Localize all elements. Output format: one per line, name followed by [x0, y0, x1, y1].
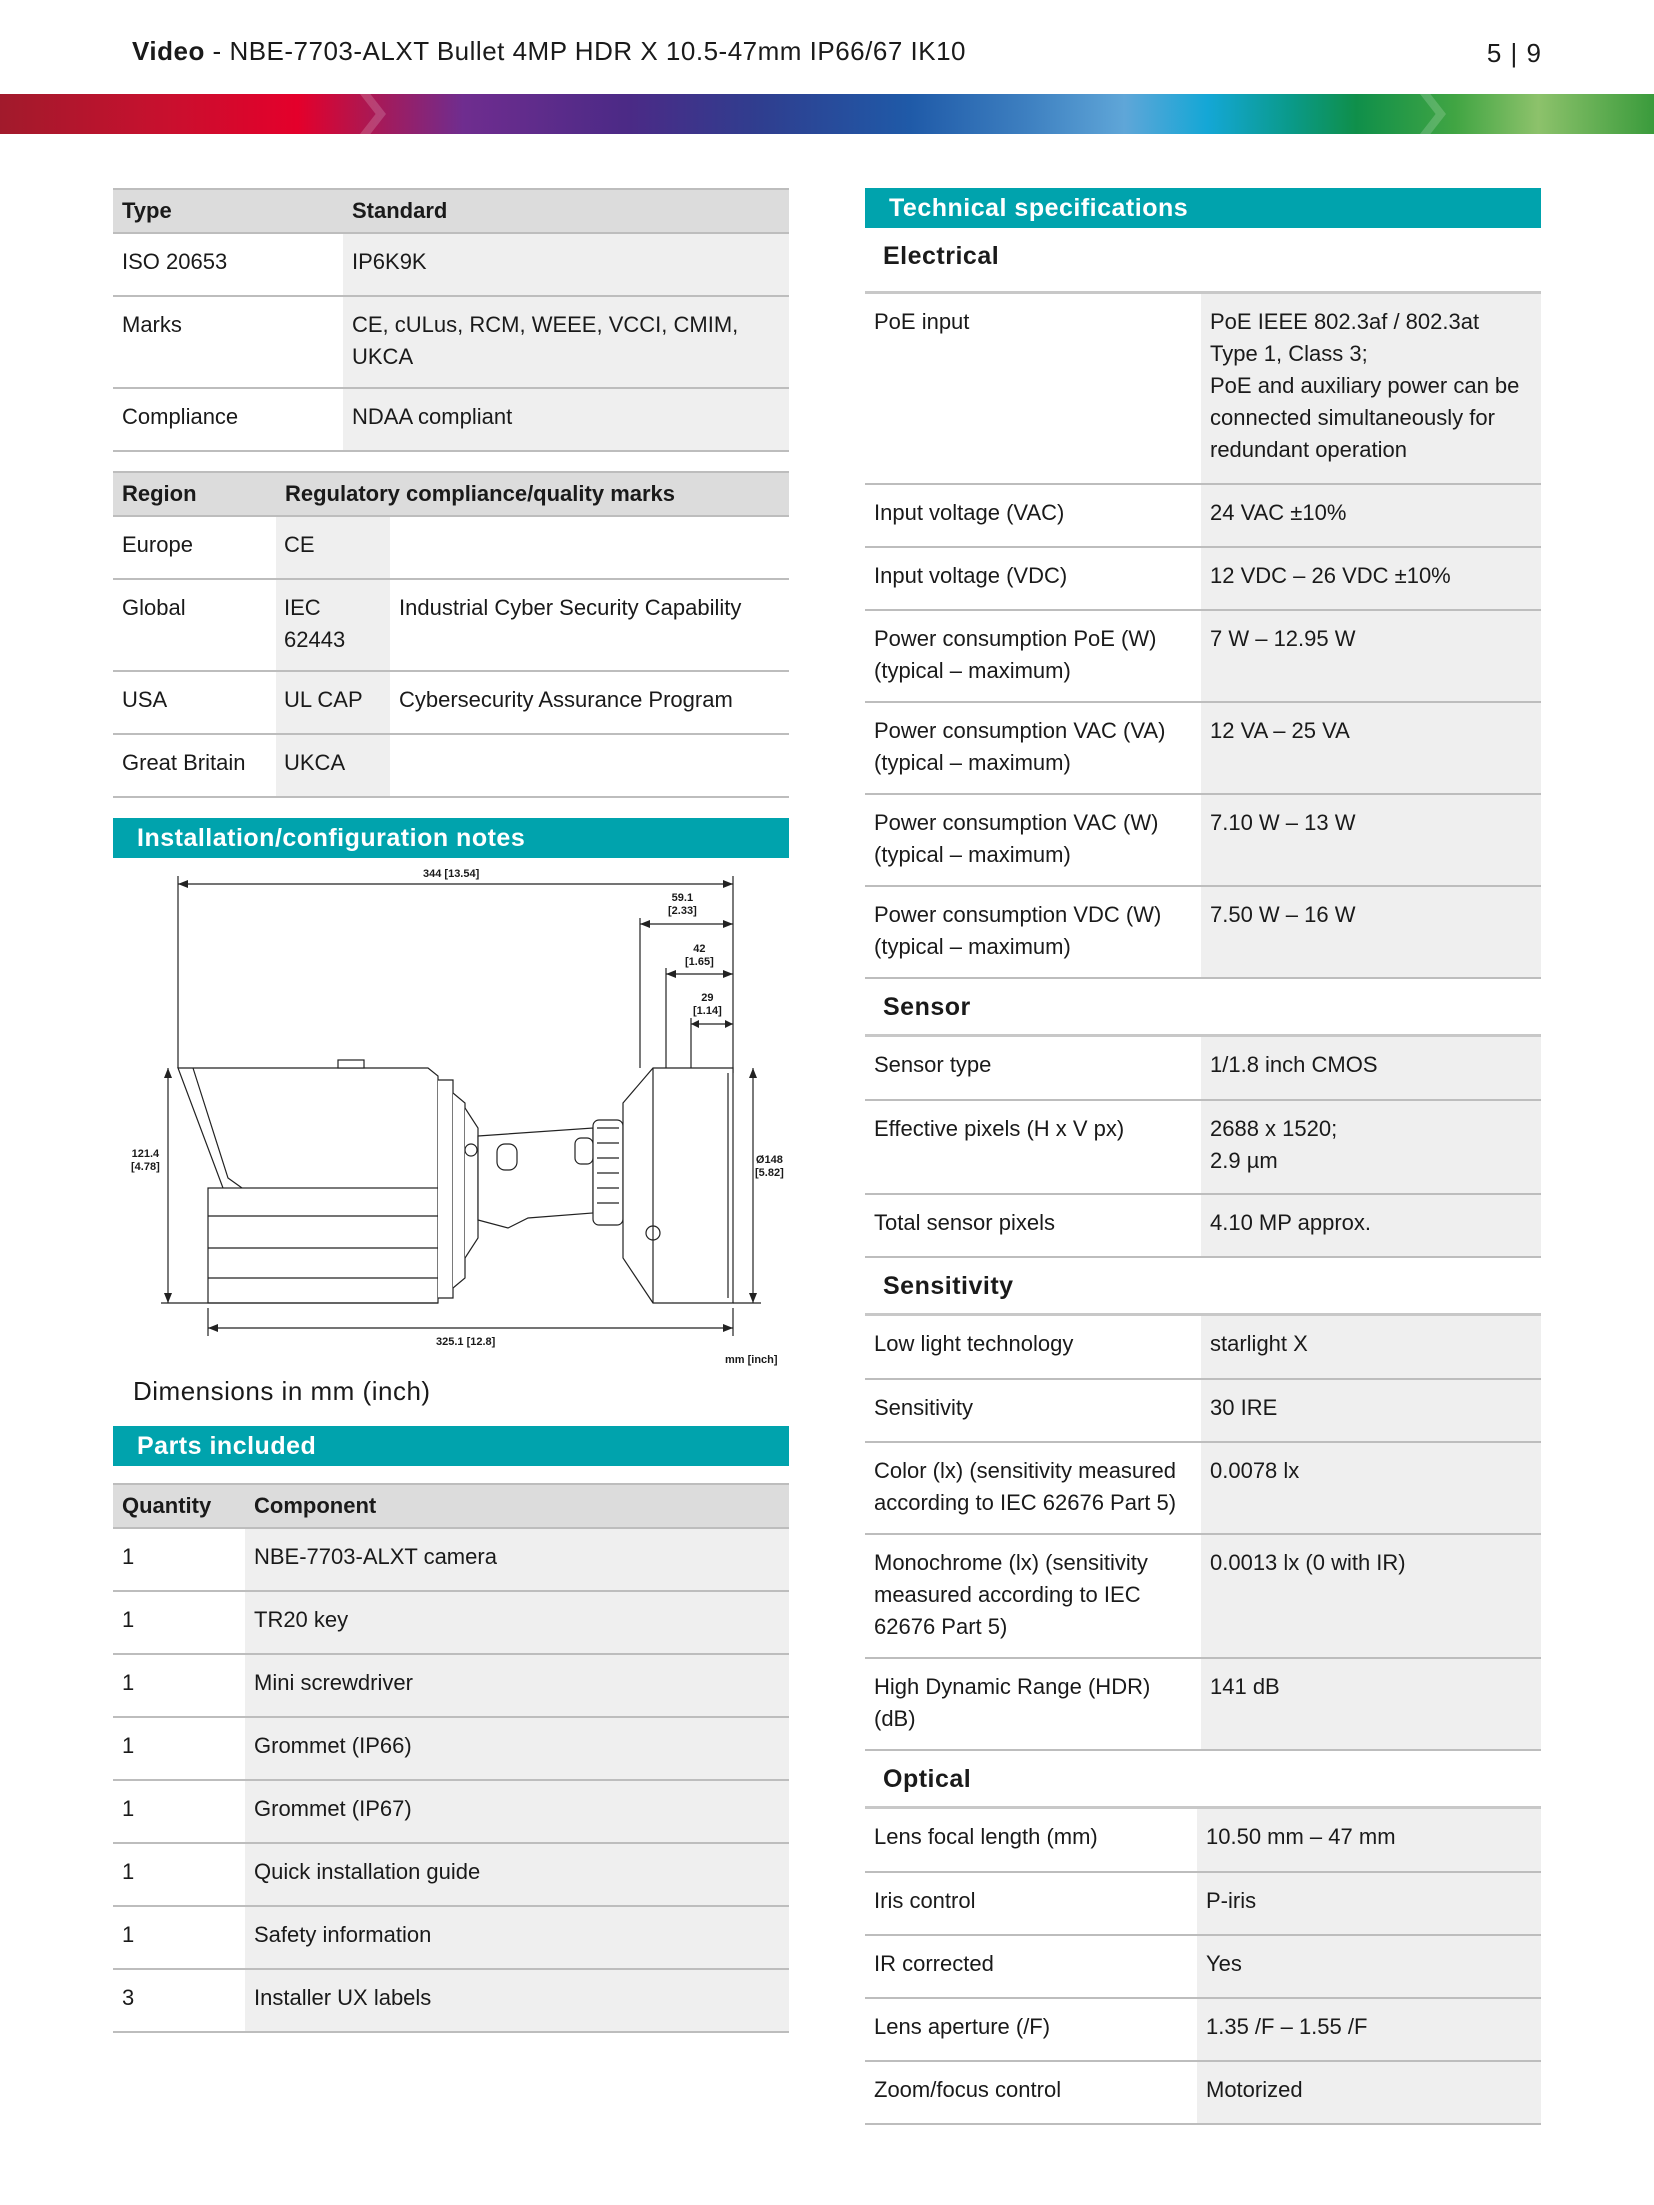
table-cell: Industrial Cyber Security Capability	[390, 579, 789, 671]
table-row	[113, 1780, 789, 1843]
table-cell: TR20 key	[245, 1591, 789, 1654]
table-row	[113, 1591, 789, 1654]
table-row	[113, 1654, 789, 1717]
table-row	[865, 1534, 1541, 1658]
table-cell: Lens focal length (mm)	[865, 1809, 1197, 1872]
table-row	[865, 294, 1541, 484]
table-cell: 1	[113, 1591, 245, 1654]
table-row	[865, 2061, 1541, 2124]
parts-included-heading: Parts included	[113, 1426, 789, 1466]
table-row	[113, 233, 789, 296]
table-cell: 1	[113, 1780, 245, 1843]
sensitivity-table	[865, 1316, 1541, 1751]
dim-label: 42 [1.65]	[685, 943, 714, 968]
table-cell: CE	[276, 516, 390, 579]
table-cell: Sensitivity	[865, 1379, 1201, 1442]
table-cell: Great Britain	[113, 734, 276, 797]
brand-color-band	[0, 94, 1654, 134]
table-cell: starlight X	[1201, 1316, 1541, 1379]
table-row	[865, 1194, 1541, 1257]
table-cell: 1.35 /F – 1.55 /F	[1197, 1998, 1541, 2061]
table-cell: Installer UX labels	[245, 1969, 789, 2032]
table-cell: PoE input	[865, 294, 1201, 484]
right-column	[865, 188, 1541, 2125]
column-header: Component	[245, 1484, 789, 1528]
table-cell: ISO 20653	[113, 233, 343, 296]
table-cell: UL CAP	[276, 671, 390, 734]
left-column	[113, 188, 789, 2033]
band-chevron	[1420, 94, 1446, 134]
table-row	[113, 1969, 789, 2032]
table-cell: 3	[113, 1969, 245, 2032]
table-cell: Iris control	[865, 1872, 1197, 1935]
table-cell: Marks	[113, 296, 343, 388]
table-row	[865, 1935, 1541, 1998]
table-cell: Quick installation guide	[245, 1843, 789, 1906]
table-cell: Mini screwdriver	[245, 1654, 789, 1717]
table-row	[865, 1037, 1541, 1100]
table-cell: 24 VAC ±10%	[1201, 484, 1541, 547]
table-cell: NBE-7703-ALXT camera	[245, 1528, 789, 1591]
table-cell	[390, 734, 789, 797]
type-standard-table	[113, 188, 789, 452]
table-cell: Input voltage (VAC)	[865, 484, 1201, 547]
dim-overall-length: 344 [13.54]	[423, 868, 480, 880]
table-row	[865, 1658, 1541, 1750]
sensor-table	[865, 1037, 1541, 1258]
region-compliance-table	[113, 471, 789, 798]
table-row	[865, 1809, 1541, 1872]
table-cell: Grommet (IP66)	[245, 1717, 789, 1780]
parts-table	[113, 1483, 789, 2033]
table-row	[113, 579, 789, 671]
table-cell: CE, cULus, RCM, WEEE, VCCI, CMIM, UKCA	[343, 296, 789, 388]
dimension-diagram	[113, 858, 789, 1368]
table-row	[113, 1906, 789, 1969]
dim-label: 29 [1.14]	[693, 992, 722, 1017]
dim-diameter: Ø148 [5.82]	[755, 1154, 784, 1179]
optical-table	[865, 1809, 1541, 2125]
dim-unit: mm [inch]	[725, 1354, 778, 1366]
table-row	[865, 610, 1541, 702]
install-notes-heading: Installation/configuration notes	[113, 818, 789, 858]
table-cell: USA	[113, 671, 276, 734]
table-cell: 1	[113, 1528, 245, 1591]
table-row	[865, 1316, 1541, 1379]
table-row	[113, 1717, 789, 1780]
table-cell: IR corrected	[865, 1935, 1197, 1998]
table-cell: PoE IEEE 802.3af / 802.3at Type 1, Class 3; PoE and auxiliary power can be connected simultaneously for redundant operation	[1201, 294, 1541, 484]
table-cell: 4.10 MP approx.	[1201, 1194, 1541, 1257]
table-cell: Grommet (IP67)	[245, 1780, 789, 1843]
table-cell: 0.0013 lx (0 with IR)	[1201, 1534, 1541, 1658]
table-cell: 2688 x 1520; 2.9 µm	[1201, 1100, 1541, 1194]
table-row	[865, 484, 1541, 547]
column-header: Standard	[343, 189, 789, 233]
column-header: Region	[113, 472, 276, 516]
dimensions-caption: Dimensions in mm (inch)	[133, 1376, 431, 1406]
column-header: Regulatory compliance/quality marks	[276, 472, 789, 516]
table-cell: NDAA compliant	[343, 388, 789, 451]
table-cell: Lens aperture (/F)	[865, 1998, 1197, 2061]
dim-bottom-length: 325.1 [12.8]	[436, 1336, 496, 1348]
table-cell: High Dynamic Range (HDR) (dB)	[865, 1658, 1201, 1750]
table-cell: 7.10 W – 13 W	[1201, 794, 1541, 886]
table-row	[865, 886, 1541, 978]
table-cell: 7 W – 12.95 W	[1201, 610, 1541, 702]
table-row	[865, 1100, 1541, 1194]
table-cell: IEC 62443	[276, 579, 390, 671]
table-cell: 1	[113, 1654, 245, 1717]
table-cell: Compliance	[113, 388, 343, 451]
table-cell: Low light technology	[865, 1316, 1201, 1379]
table-cell: 7.50 W – 16 W	[1201, 886, 1541, 978]
table-row	[113, 734, 789, 797]
table-cell: 12 VDC – 26 VDC ±10%	[1201, 547, 1541, 610]
table-cell: Power consumption VDC (W) (typical – maximum)	[865, 886, 1201, 978]
table-row	[865, 547, 1541, 610]
electrical-table	[865, 294, 1541, 979]
table-row	[865, 1379, 1541, 1442]
table-row	[113, 388, 789, 451]
table-row	[865, 1872, 1541, 1935]
table-cell: 12 VA – 25 VA	[1201, 702, 1541, 794]
table-cell: Input voltage (VDC)	[865, 547, 1201, 610]
table-cell: 1/1.8 inch CMOS	[1201, 1037, 1541, 1100]
table-row	[865, 794, 1541, 886]
table-cell: UKCA	[276, 734, 390, 797]
table-row	[113, 671, 789, 734]
product-title: NBE-7703-ALXT Bullet 4MP HDR X 10.5-47mm IP66/67 IK10	[229, 36, 966, 66]
electrical-heading: Electrical	[865, 228, 1541, 294]
camera-dimension-drawing	[113, 858, 789, 1368]
table-cell: Zoom/focus control	[865, 2061, 1197, 2124]
table-cell: Color (lx) (sensitivity measured according to IEC 62676 Part 5)	[865, 1442, 1201, 1534]
table-cell	[390, 516, 789, 579]
table-row	[865, 1442, 1541, 1534]
document-header: Video - NBE-7703-ALXT Bullet 4MP HDR X 10.5-47mm IP66/67 IK10	[132, 36, 966, 66]
table-cell: Power consumption PoE (W) (typical – maximum)	[865, 610, 1201, 702]
sensitivity-heading: Sensitivity	[865, 1258, 1541, 1316]
table-row	[865, 702, 1541, 794]
table-cell: 1	[113, 1843, 245, 1906]
tech-specs-heading: Technical specifications	[865, 188, 1541, 228]
dim-label: 59.1 [2.33]	[668, 892, 697, 917]
table-cell: 0.0078 lx	[1201, 1442, 1541, 1534]
table-cell: Yes	[1197, 1935, 1541, 1998]
table-cell: Power consumption VAC (W) (typical – maximum)	[865, 794, 1201, 886]
table-cell: Monochrome (lx) (sensitivity measured according to IEC 62676 Part 5)	[865, 1534, 1201, 1658]
table-cell: 30 IRE	[1201, 1379, 1541, 1442]
dim-height: 121.4 [4.78]	[131, 1148, 160, 1173]
table-cell: 141 dB	[1201, 1658, 1541, 1750]
table-cell: Safety information	[245, 1906, 789, 1969]
column-header: Quantity	[113, 1484, 245, 1528]
table-cell: Sensor type	[865, 1037, 1201, 1100]
sensor-heading: Sensor	[865, 979, 1541, 1037]
table-cell: P-iris	[1197, 1872, 1541, 1935]
table-cell: Power consumption VAC (VA) (typical – maximum)	[865, 702, 1201, 794]
page-number: 5 | 9	[1486, 38, 1542, 68]
table-cell: 1	[113, 1906, 245, 1969]
table-cell: Europe	[113, 516, 276, 579]
table-row	[113, 1843, 789, 1906]
optical-heading: Optical	[865, 1751, 1541, 1809]
table-cell: 1	[113, 1717, 245, 1780]
table-row	[113, 296, 789, 388]
band-chevron	[360, 94, 386, 134]
table-row	[113, 1528, 789, 1591]
table-cell: Motorized	[1197, 2061, 1541, 2124]
table-cell: 10.50 mm – 47 mm	[1197, 1809, 1541, 1872]
table-cell: Total sensor pixels	[865, 1194, 1201, 1257]
table-cell: IP6K9K	[343, 233, 789, 296]
table-cell: Effective pixels (H x V px)	[865, 1100, 1201, 1194]
section-label: Video	[132, 36, 205, 66]
column-header: Type	[113, 189, 343, 233]
table-cell: Global	[113, 579, 276, 671]
table-cell: Cybersecurity Assurance Program	[390, 671, 789, 734]
table-row	[113, 516, 789, 579]
table-row	[865, 1998, 1541, 2061]
